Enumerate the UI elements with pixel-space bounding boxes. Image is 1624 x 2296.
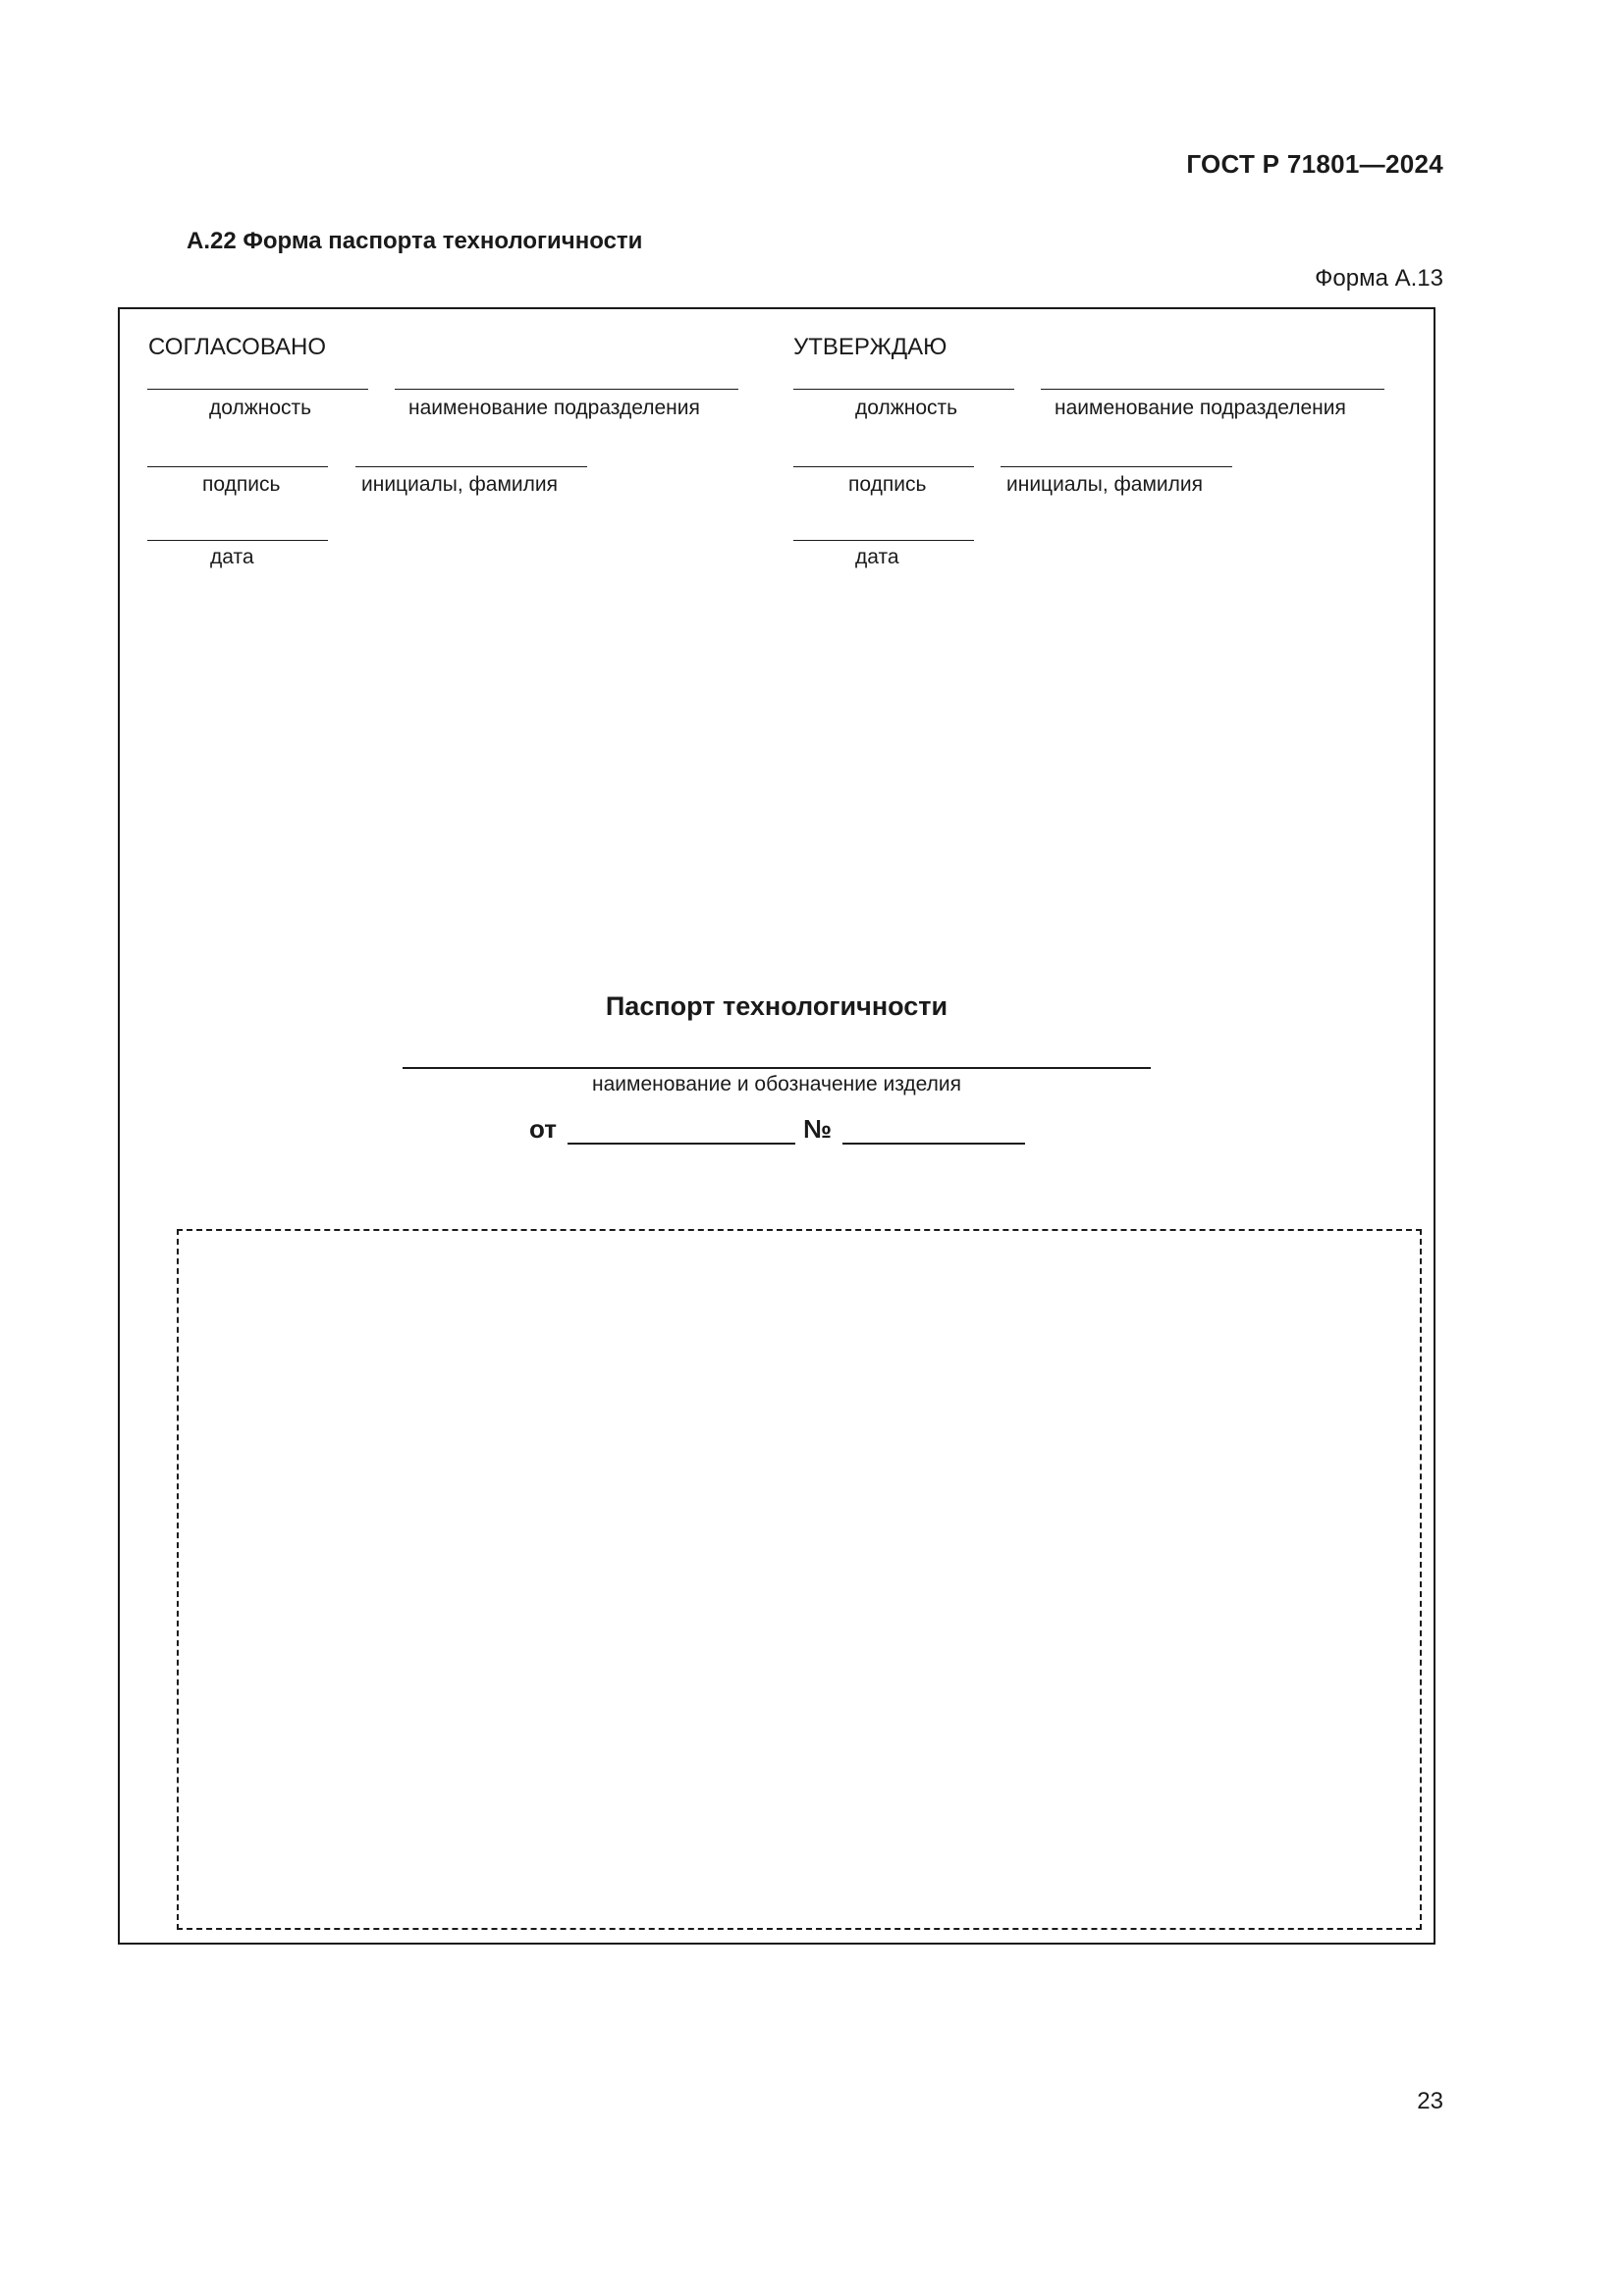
approved-department-caption: наименование подразделения <box>1055 397 1346 419</box>
agreed-name-line[interactable] <box>355 466 587 467</box>
approved-position-caption: должность <box>855 397 958 419</box>
document-title: Паспорт технологичности <box>605 991 948 1021</box>
page-number: 23 <box>1417 2088 1443 2114</box>
product-name-line[interactable] <box>403 1067 1151 1069</box>
approved-date-caption: дата <box>855 546 899 568</box>
approved-signature-caption: подпись <box>848 473 927 496</box>
agreed-heading: СОГЛАСОВАНО <box>148 334 327 360</box>
agreed-date-caption: дата <box>210 546 254 568</box>
approved-name-caption: инициалы, фамилия <box>1006 473 1203 496</box>
approved-signature-line[interactable] <box>793 466 974 467</box>
agreed-name-caption: инициалы, фамилия <box>361 473 558 496</box>
content-area[interactable] <box>177 1229 1422 1930</box>
agreed-signature-line[interactable] <box>147 466 328 467</box>
agreed-date-line[interactable] <box>147 540 328 541</box>
approved-department-line[interactable] <box>1041 389 1384 390</box>
agreed-department-caption: наименование подразделения <box>408 397 700 419</box>
product-name-caption: наименование и обозначение изделия <box>592 1073 961 1095</box>
section-title: А.22 Форма паспорта технологичности <box>187 228 643 254</box>
standard-designation: ГОСТ Р 71801—2024 <box>1186 149 1443 179</box>
number-fill-line[interactable] <box>842 1143 1025 1145</box>
number-label: № <box>803 1114 832 1144</box>
date-fill-line[interactable] <box>568 1143 795 1145</box>
form-number: Форма А.13 <box>1315 265 1443 292</box>
agreed-signature-caption: подпись <box>202 473 281 496</box>
from-label: от <box>529 1114 557 1144</box>
agreed-department-line[interactable] <box>395 389 738 390</box>
approved-position-line[interactable] <box>793 389 1014 390</box>
approved-date-line[interactable] <box>793 540 974 541</box>
agreed-position-caption: должность <box>209 397 312 419</box>
agreed-position-line[interactable] <box>147 389 368 390</box>
approved-name-line[interactable] <box>1001 466 1232 467</box>
approved-heading: УТВЕРЖДАЮ <box>793 334 947 360</box>
